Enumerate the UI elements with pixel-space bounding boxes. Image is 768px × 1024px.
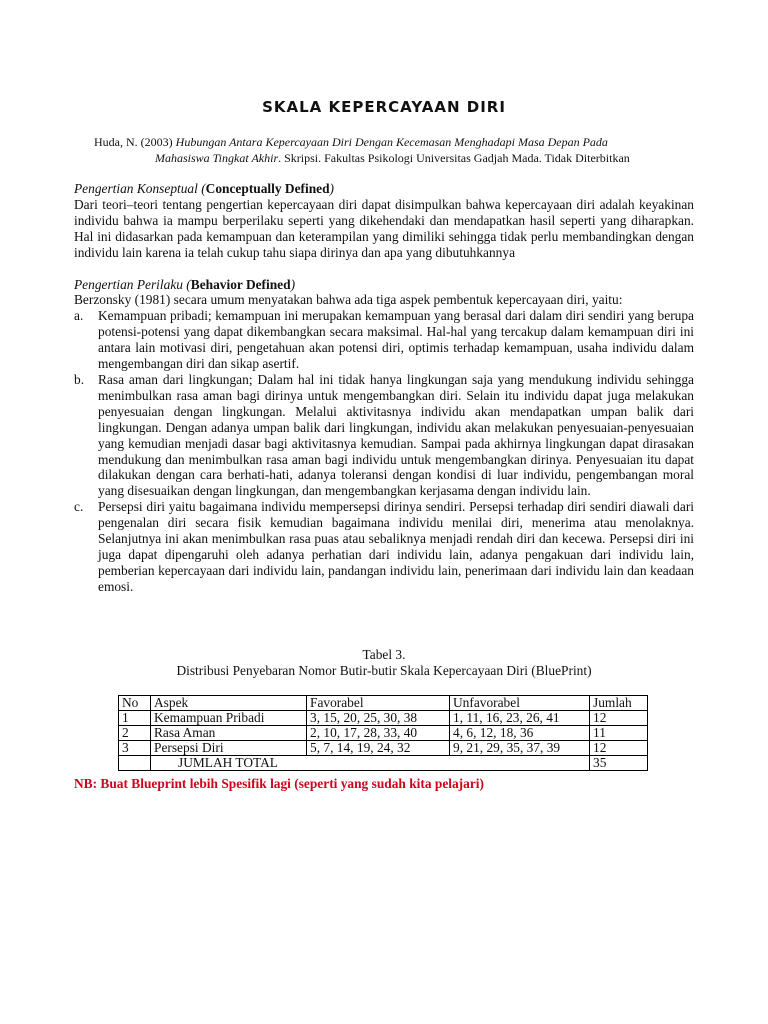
header-cell: Unfavorabel	[450, 696, 590, 711]
citation-suffix: . Skripsi. Fakultas Psikologi Universitas Gadjah Mada. Tidak Diterbitkan	[278, 151, 630, 165]
table-cell: 4, 6, 12, 18, 36	[450, 726, 590, 741]
table-cell: 1, 11, 16, 23, 26, 41	[450, 711, 590, 726]
konseptual-heading-bold: Conceptually Defined	[205, 181, 330, 196]
table-cell: 11	[590, 726, 648, 741]
header-cell: Favorabel	[307, 696, 450, 711]
list-item-text: Rasa aman dari lingkungan; Dalam hal ini tidak hanya lingkungan saja yang mendukung individu sehingga menimbulkan rasa aman bagi dirinya untuk mengembangkan diri. Selain itu individu dapat juga melakukan penyesuaian dengan lingkungan. Melalui aktivitasnya individu akan mendapatkan umpan balik dari lingkungan. Dengan adanya umpan balik dari lingkungan, individu akan melakukan penyesuaian-penyesuaian yang kemudian menjadi dasar bagi aktivitasnya kemudian. Sampai pada akhirnya lingkungan dapat dirasakan mendukung dan menimbulkan rasa aman bagi individu untuk mengembangkan dirinya. Penyesuaian itu dapat dilakukan dengan cara berhati-hati, adanya toleransi dengan kondisi di luar individu, pengembangan moral yang disesuaikan dengan lingkungan, dan mengembangkan kerjasama dengan individu lain.	[98, 371, 694, 499]
table-cell: Persepsi Diri	[151, 741, 307, 756]
list-marker: a.	[74, 308, 84, 324]
table-cell: 12	[590, 711, 648, 726]
list-item	[74, 308, 694, 372]
list-item-text: Kemampuan pribadi; kemampuan ini merupakan kemampuan yang berasal dari dalam diri sendiri yang berupa potensi-potensi yang dapat dikembangkan secara maksimal. Hal-hal yang tercakup dalam kemampuan diri ini antara lain motivasi diri, pengetahuan akan potensi diri, optimis terhadap kemampuan, usaha individu dalam mengembangan diri dan sikap asertif.	[98, 308, 694, 372]
list-item-text: Persepsi diri yaitu bagaimana individu mempersepsi dirinya sendiri. Persepsi terhadap diri sendiri diawali dari pengenalan diri secara fisik kemudian bagaimana individu menilai diri, menerima atau menolaknya. Selanjutnya ini akan menimbulkan rasa puas atau sebaliknya menjadi rendah diri dan kecewa. Persepsi diri ini juga dapat dipengaruhi oleh adanya perhatian dari individu lain, adanya pengakuan dari individu lain, pemberian kepercayaan dari individu lain, pandangan individu lain, penerimaan dari individu lain dan keadaan emosi.	[98, 499, 694, 594]
citation-title-1: Hubungan Antara Kepercayaan Diri Dengan Kecemasan Menghadapi Masa Depan Pada	[175, 135, 608, 149]
konseptual-paragraph: Dari teori–teori tentang pengertian kepercayaan diri dapat disimpulkan bahwa kepercayaan diri adalah keyakinan individu bahwa ia mampu berperilaku seperti yang dikehendaki dan mendapatkan hasil seperti yang diharapkan. Hal ini didasarkan pada kemampuan dan keterampilan yang dimiliki sehingga tidak perlu membandingkan dengan individu lain karena ia telah cukup tahu siapa dirinya dan apa yang dibutuhkannya	[74, 196, 694, 260]
citation	[94, 134, 675, 166]
table-cell: Kemampuan Pribadi	[151, 711, 307, 726]
document-body	[74, 181, 694, 595]
total-label: JUMLAH TOTAL	[151, 756, 590, 771]
total-value: 35	[590, 756, 648, 771]
table-caption-text: Distribusi Penyebaran Nomor Butir-butir Skala Kepercayaan Diri (BluePrint)	[176, 663, 592, 678]
table-row	[119, 711, 648, 726]
table-cell	[119, 756, 151, 771]
blueprint-note: NB: Buat Blueprint lebih Spesifik lagi (seperti yang sudah kita pelajari)	[74, 776, 484, 791]
table-row	[119, 726, 648, 741]
table-cell: 5, 7, 14, 19, 24, 32	[307, 741, 450, 756]
konseptual-heading	[74, 181, 694, 197]
header-cell: Aspek	[151, 696, 307, 711]
citation-title-2: Mahasiswa Tingkat Akhir	[155, 151, 279, 165]
header-cell: Jumlah	[590, 696, 648, 711]
table-total-row	[119, 756, 648, 771]
table-cell: 9, 21, 29, 35, 37, 39	[450, 741, 590, 756]
perilaku-heading-bold: Behavior Defined	[190, 276, 291, 292]
table-label: Tabel 3.	[362, 647, 406, 662]
konseptual-heading-close: )	[329, 181, 335, 196]
perilaku-intro: Berzonsky (1981) secara umum menyatakan bahwa ada tiga aspek pembentuk kepercayaan diri, yaitu:	[74, 292, 623, 308]
table-caption	[74, 647, 694, 679]
perilaku-heading-italic: Pengertian Perilaku (	[74, 276, 191, 292]
table-header-row	[119, 696, 648, 711]
konseptual-heading-italic: Pengertian Konseptual (	[74, 181, 206, 196]
table-cell: 2, 10, 17, 28, 33, 40	[307, 726, 450, 741]
table-row	[119, 741, 648, 756]
table-cell: 3	[119, 741, 151, 756]
perilaku-heading	[74, 277, 694, 293]
aspect-list	[74, 308, 694, 594]
table-cell: 3, 15, 20, 25, 30, 38	[307, 711, 450, 726]
citation-prefix: Huda, N. (2003)	[94, 135, 176, 149]
table-cell: 2	[119, 726, 151, 741]
table-cell: 1	[119, 711, 151, 726]
header-cell: No	[119, 696, 151, 711]
perilaku-heading-close: )	[290, 276, 296, 292]
list-item	[74, 499, 694, 594]
list-marker: b.	[74, 371, 85, 387]
list-item	[74, 372, 694, 499]
page-title: SKALA KEPERCAYAAN DIRI	[262, 98, 506, 116]
table-cell: Rasa Aman	[151, 726, 307, 741]
table-cell: 12	[590, 741, 648, 756]
blueprint-table	[118, 695, 648, 771]
list-marker: c.	[74, 499, 84, 515]
